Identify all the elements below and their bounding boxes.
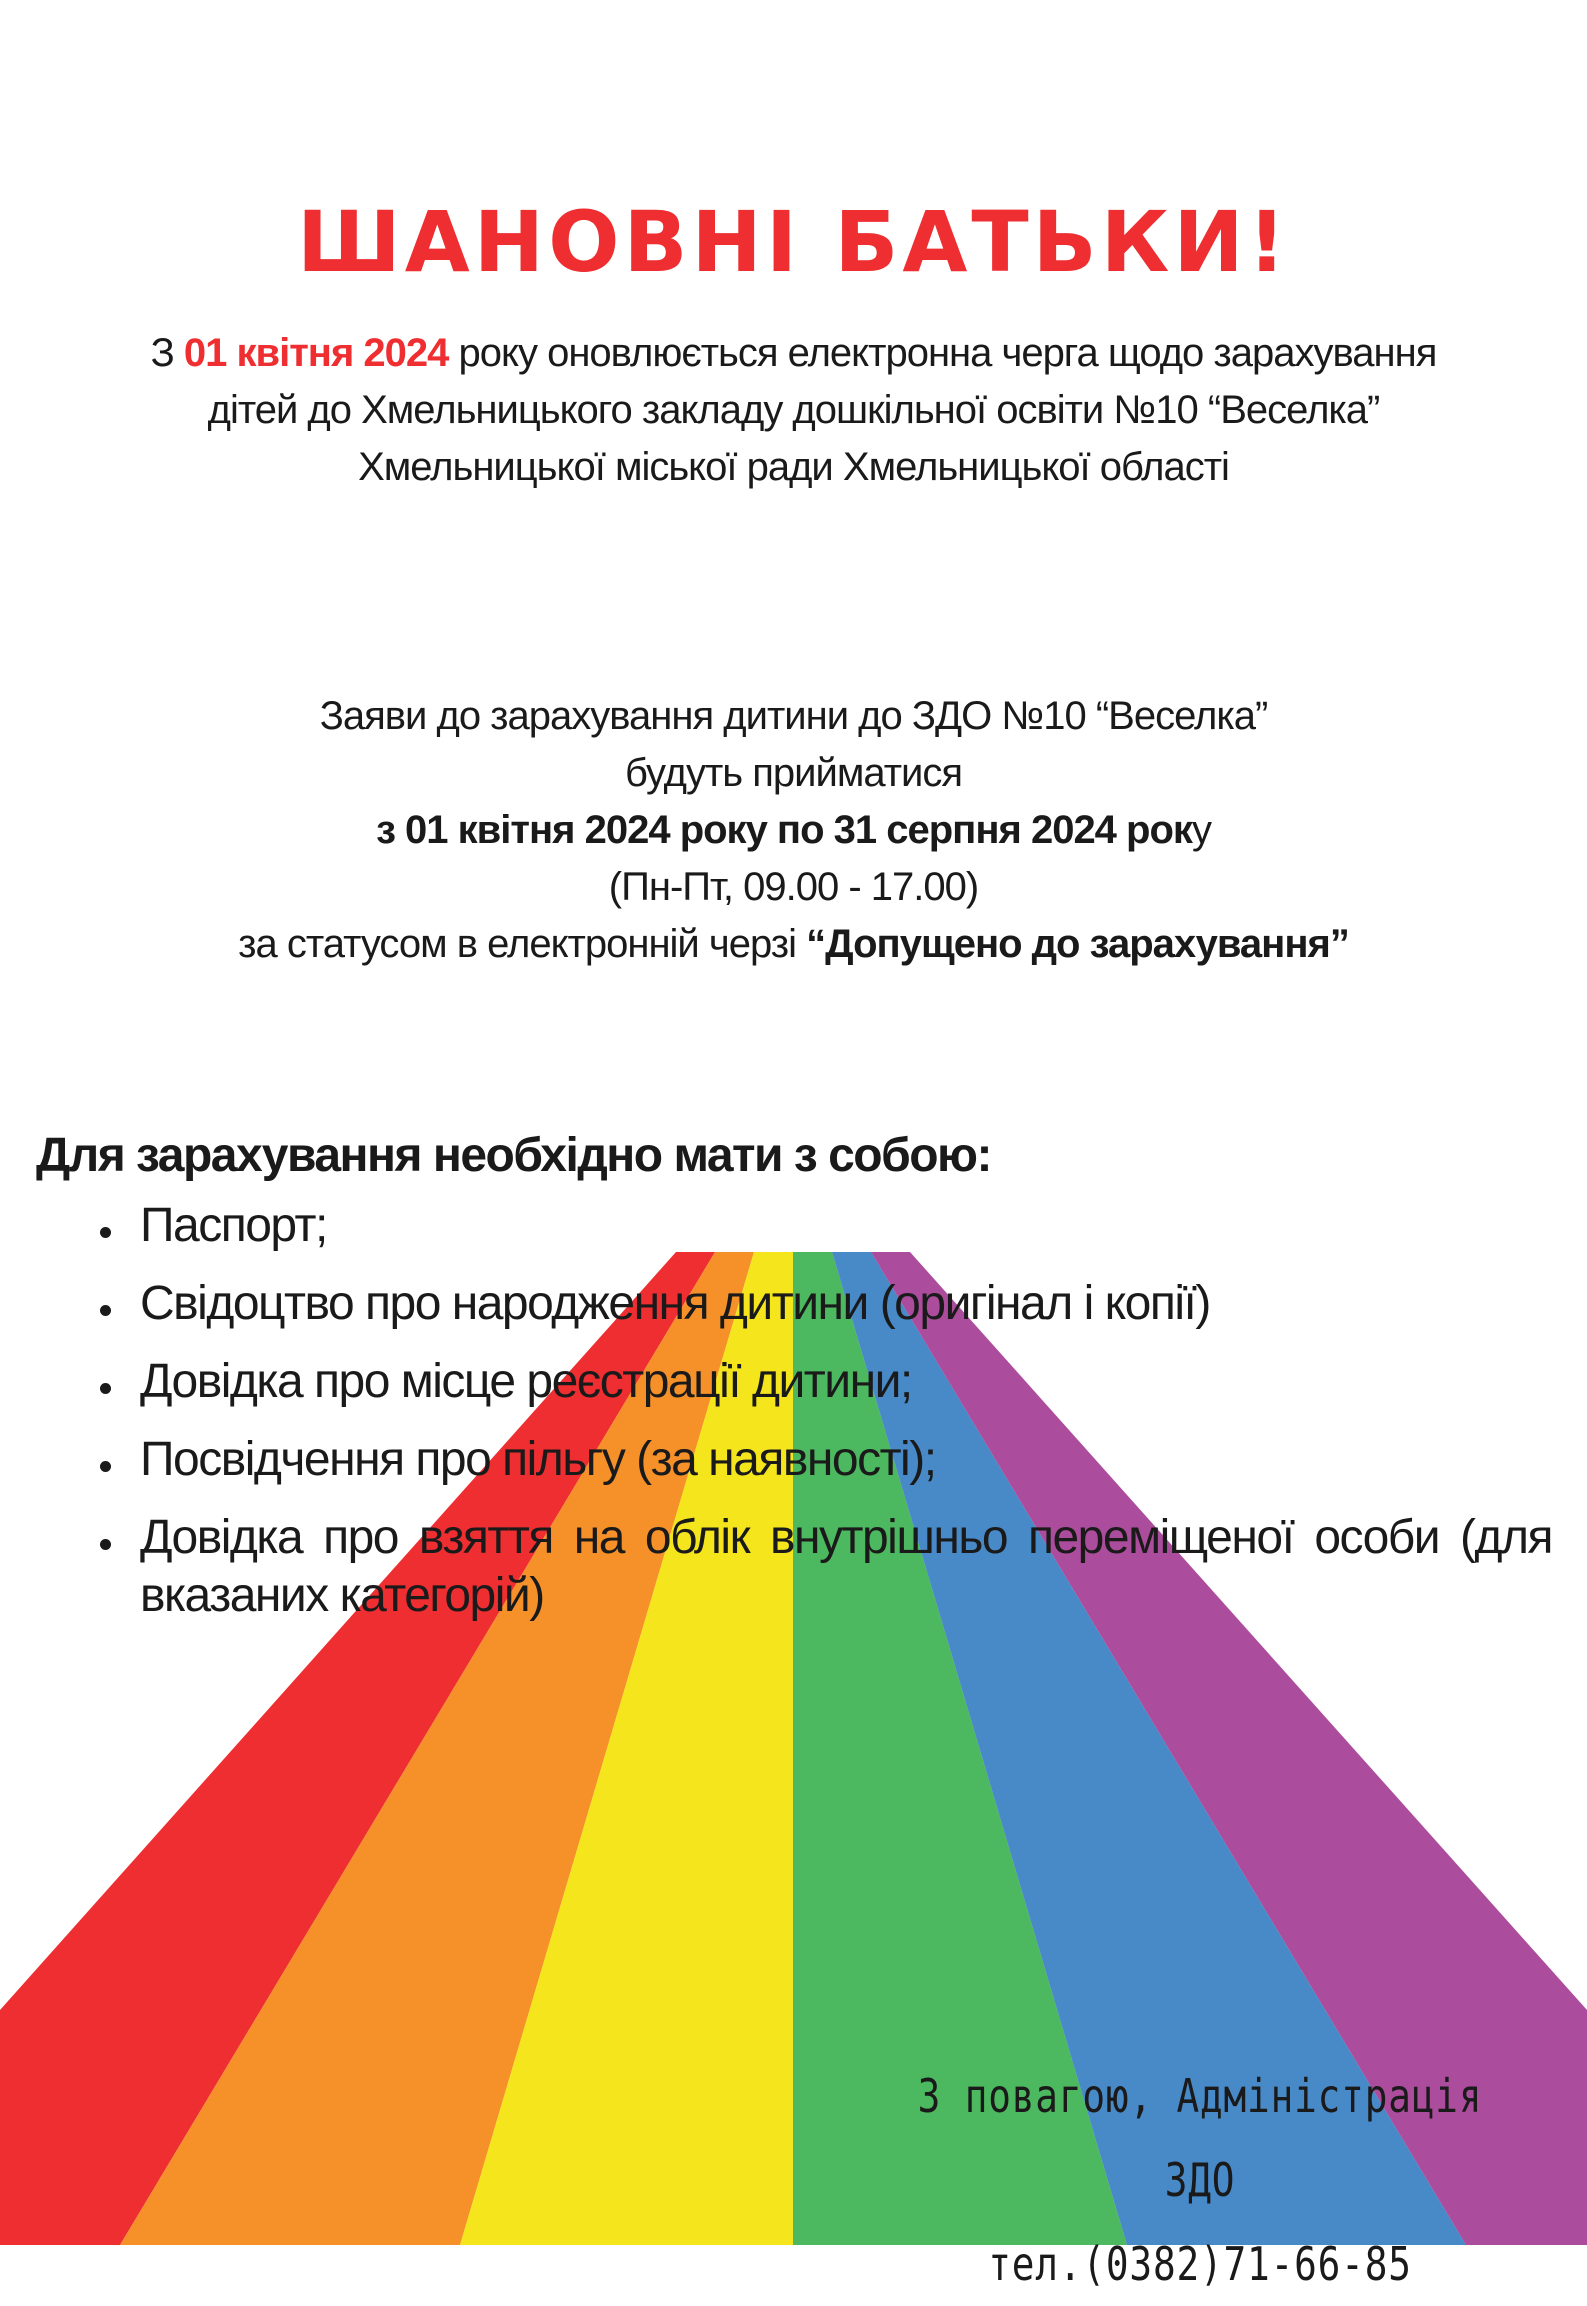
intro-text: року оновлюється електронна черга щодо зарахування дітей до Хмельницького закладу дошкільної освіти №10 “Веселка” Хмельницької міської ради Хмельницької області (207, 331, 1437, 489)
list-item: Паспорт; (100, 1197, 1552, 1255)
applications-period-bold: з 01 квітня 2024 року по 31 серпня 2024 рок (376, 808, 1192, 852)
applications-line2: будуть прийматися (624, 751, 963, 795)
list-item: Довідка про місце реєстрації дитини; (100, 1353, 1552, 1411)
requirements-heading: Для зарахування необхідно мати з собою: (36, 1129, 992, 1182)
applications-status-value: “Допущено до зарахування” (806, 922, 1349, 966)
signature-block (913, 2054, 1487, 2306)
applications-block (0, 688, 1587, 973)
applications-status (219, 916, 1369, 973)
applications-period (0, 802, 1587, 859)
signature-line: З повагою, Адміністрація ЗДО (917, 2069, 1483, 2207)
phone-line: тел.(0382)71-66-85 (988, 2237, 1412, 2291)
intro-paragraph (0, 325, 1587, 496)
applications-hours: (Пн-Пт, 09.00 - 17.00) (608, 865, 979, 909)
applications-line1: Заяви до зарахування дитини до ЗДО №10 “Веселка” (319, 694, 1268, 738)
requirements-list (100, 1197, 1552, 1645)
list-item: Довідка про взяття на облік внутрішньо переміщеної особи (для вказаних категорій) (100, 1509, 1552, 1625)
applications-period-end: у (1191, 808, 1211, 852)
page-title: ШАНОВНІ БАТЬКИ! (297, 193, 1290, 291)
intro-date: 01 квітня 2024 (183, 331, 449, 375)
intro-prefix: З (150, 331, 184, 375)
applications-status-prefix: за статусом в електронній черзі (238, 922, 807, 966)
list-item: Посвідчення про пільгу (за наявності); (100, 1431, 1552, 1489)
list-item: Свідоцтво про народження дитини (оригінал і копії) (100, 1275, 1552, 1333)
